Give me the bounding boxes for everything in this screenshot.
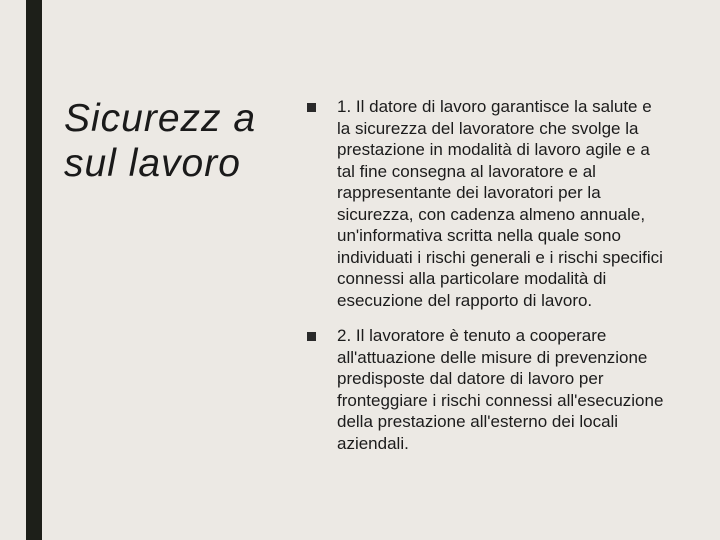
bullet-item-1 <box>306 96 666 311</box>
left-accent-bar <box>26 0 42 540</box>
square-bullet-icon <box>307 103 316 112</box>
bullet-list <box>306 96 666 468</box>
slide-title: Sicurezz a sul lavoro <box>64 97 257 185</box>
square-bullet-icon <box>307 332 316 341</box>
bullet-text-1: 1. Il datore di lavoro garantisce la salute e la sicurezza del lavoratore che svolge la prestazione in modalità di lavoro agile e a tal fine consegna al lavoratore e al rappresentante dei lavoratori per la sicurezza, con cadenza almeno annuale, un'informativa scritta nella quale sono individuati i rischi generali e i rischi specifici connessi alla particolare modalità di esecuzione del rapporto di lavoro. <box>337 97 663 310</box>
bullet-item-2 <box>306 325 666 454</box>
bullet-text-2: 2. Il lavoratore è tenuto a cooperare all'attuazione delle misure di prevenzione predisposte dal datore di lavoro per fronteggiare i rischi connessi all'esecuzione della prestazione all'esterno dei locali aziendali. <box>337 326 664 453</box>
